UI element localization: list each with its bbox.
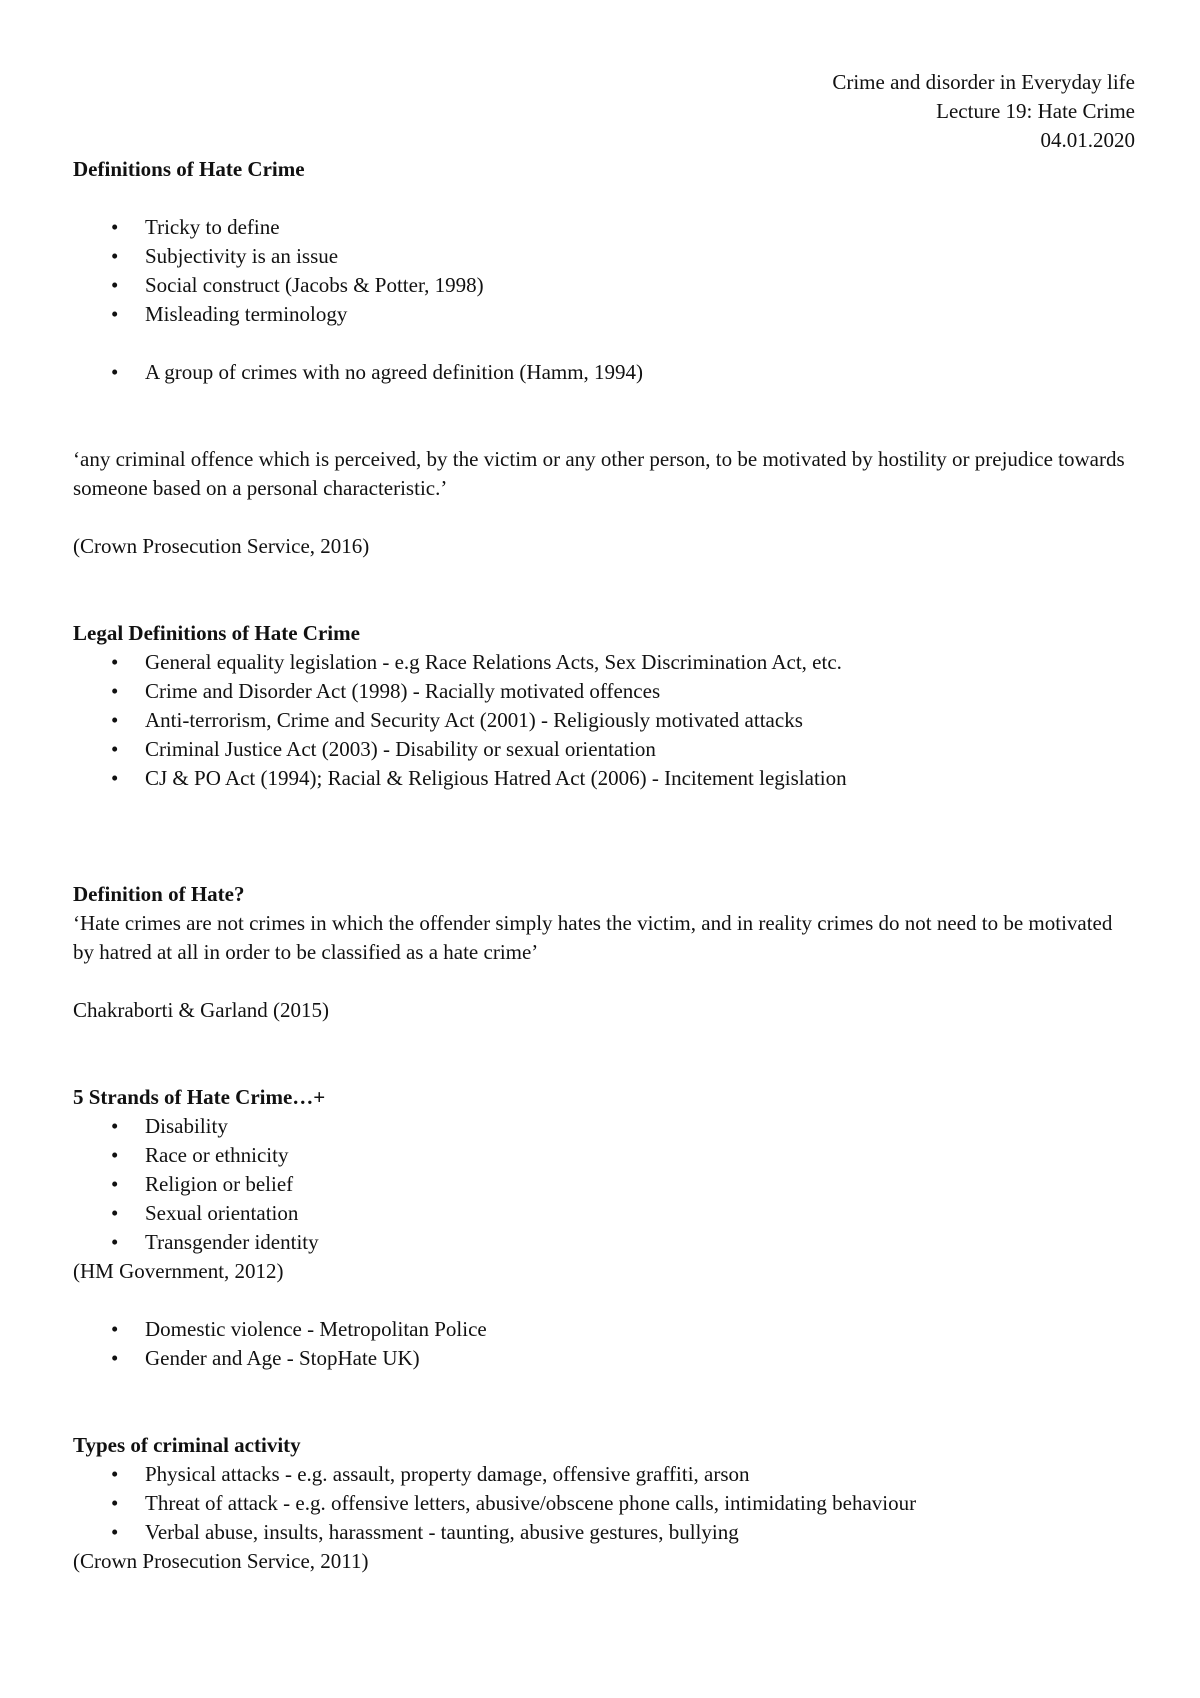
list-item: • Verbal abuse, insults, harassment - taunting, abusive gestures, bullying [73, 1518, 1135, 1547]
citation: Chakraborti & Garland (2015) [73, 998, 330, 1022]
list-item: • Social construct (Jacobs & Potter, 1998) [73, 271, 1135, 300]
list-item: • Criminal Justice Act (2003) - Disability or sexual orientation [73, 735, 1135, 764]
list-item: • General equality legislation - e.g Race Relations Acts, Sex Discrimination Act, etc. [73, 648, 1135, 677]
hate-quote: ‘Hate crimes are not crimes in which the offender simply hates the victim, and in reality crimes do not need to be motivated by hatred at all in order to be classified as a hate crime’ [73, 911, 1113, 964]
list-item: • CJ & PO Act (1994); Racial & Religious Hatred Act (2006) - Incitement legislation [73, 764, 1135, 793]
citation: (Crown Prosecution Service, 2016) [73, 534, 370, 558]
section-criminal-activity [73, 1431, 1135, 1576]
list-item: • A group of crimes with no agreed definition (Hamm, 1994) [73, 358, 1135, 387]
citation: (Crown Prosecution Service, 2011) [73, 1549, 369, 1573]
cps-definition-quote: ‘any criminal offence which is perceived, by the victim or any other person, to be motivated by hostility or prejudice towards someone based on a personal characteristic.’ [73, 447, 1125, 500]
list-item: • Physical attacks - e.g. assault, property damage, offensive graffiti, arson [73, 1460, 1135, 1489]
section-heading: Definitions of Hate Crime [73, 157, 305, 181]
bullet-list [73, 213, 1135, 329]
section-heading: 5 Strands of Hate Crime…+ [73, 1085, 326, 1109]
list-item: • Gender and Age - StopHate UK) [73, 1344, 1135, 1373]
document-page [73, 68, 1135, 1576]
list-item: • Misleading terminology [73, 300, 1135, 329]
section-heading: Legal Definitions of Hate Crime [73, 621, 360, 645]
bullet-list [73, 1460, 1135, 1547]
list-item: • Race or ethnicity [73, 1141, 1135, 1170]
section-legal-definitions [73, 619, 1135, 793]
bullet-list [73, 358, 1135, 387]
section-heading: Types of criminal activity [73, 1433, 301, 1457]
list-item: • Anti-terrorism, Crime and Security Act (2001) - Religiously motivated attacks [73, 706, 1135, 735]
course-title: Crime and disorder in Everyday life [832, 70, 1135, 94]
bullet-list [73, 648, 1135, 793]
document-header [73, 68, 1135, 155]
list-item: • Subjectivity is an issue [73, 242, 1135, 271]
list-item: • Sexual orientation [73, 1199, 1135, 1228]
list-item: • Tricky to define [73, 213, 1135, 242]
section-strands [73, 1083, 1135, 1373]
list-item: • Threat of attack - e.g. offensive letters, abusive/obscene phone calls, intimidating behaviour [73, 1489, 1135, 1518]
list-item: • Religion or belief [73, 1170, 1135, 1199]
section-definition-of-hate [73, 880, 1135, 1025]
citation: (HM Government, 2012) [73, 1259, 284, 1283]
list-item: • Disability [73, 1112, 1135, 1141]
list-item: • Domestic violence - Metropolitan Police [73, 1315, 1135, 1344]
bullet-list [73, 1112, 1135, 1257]
list-item: • Transgender identity [73, 1228, 1135, 1257]
section-definitions [73, 155, 1135, 561]
section-heading: Definition of Hate? [73, 882, 245, 906]
lecture-title: Lecture 19: Hate Crime [936, 99, 1135, 123]
bullet-list [73, 1315, 1135, 1373]
list-item: • Crime and Disorder Act (1998) - Racially motivated offences [73, 677, 1135, 706]
lecture-date: 04.01.2020 [1040, 128, 1135, 152]
